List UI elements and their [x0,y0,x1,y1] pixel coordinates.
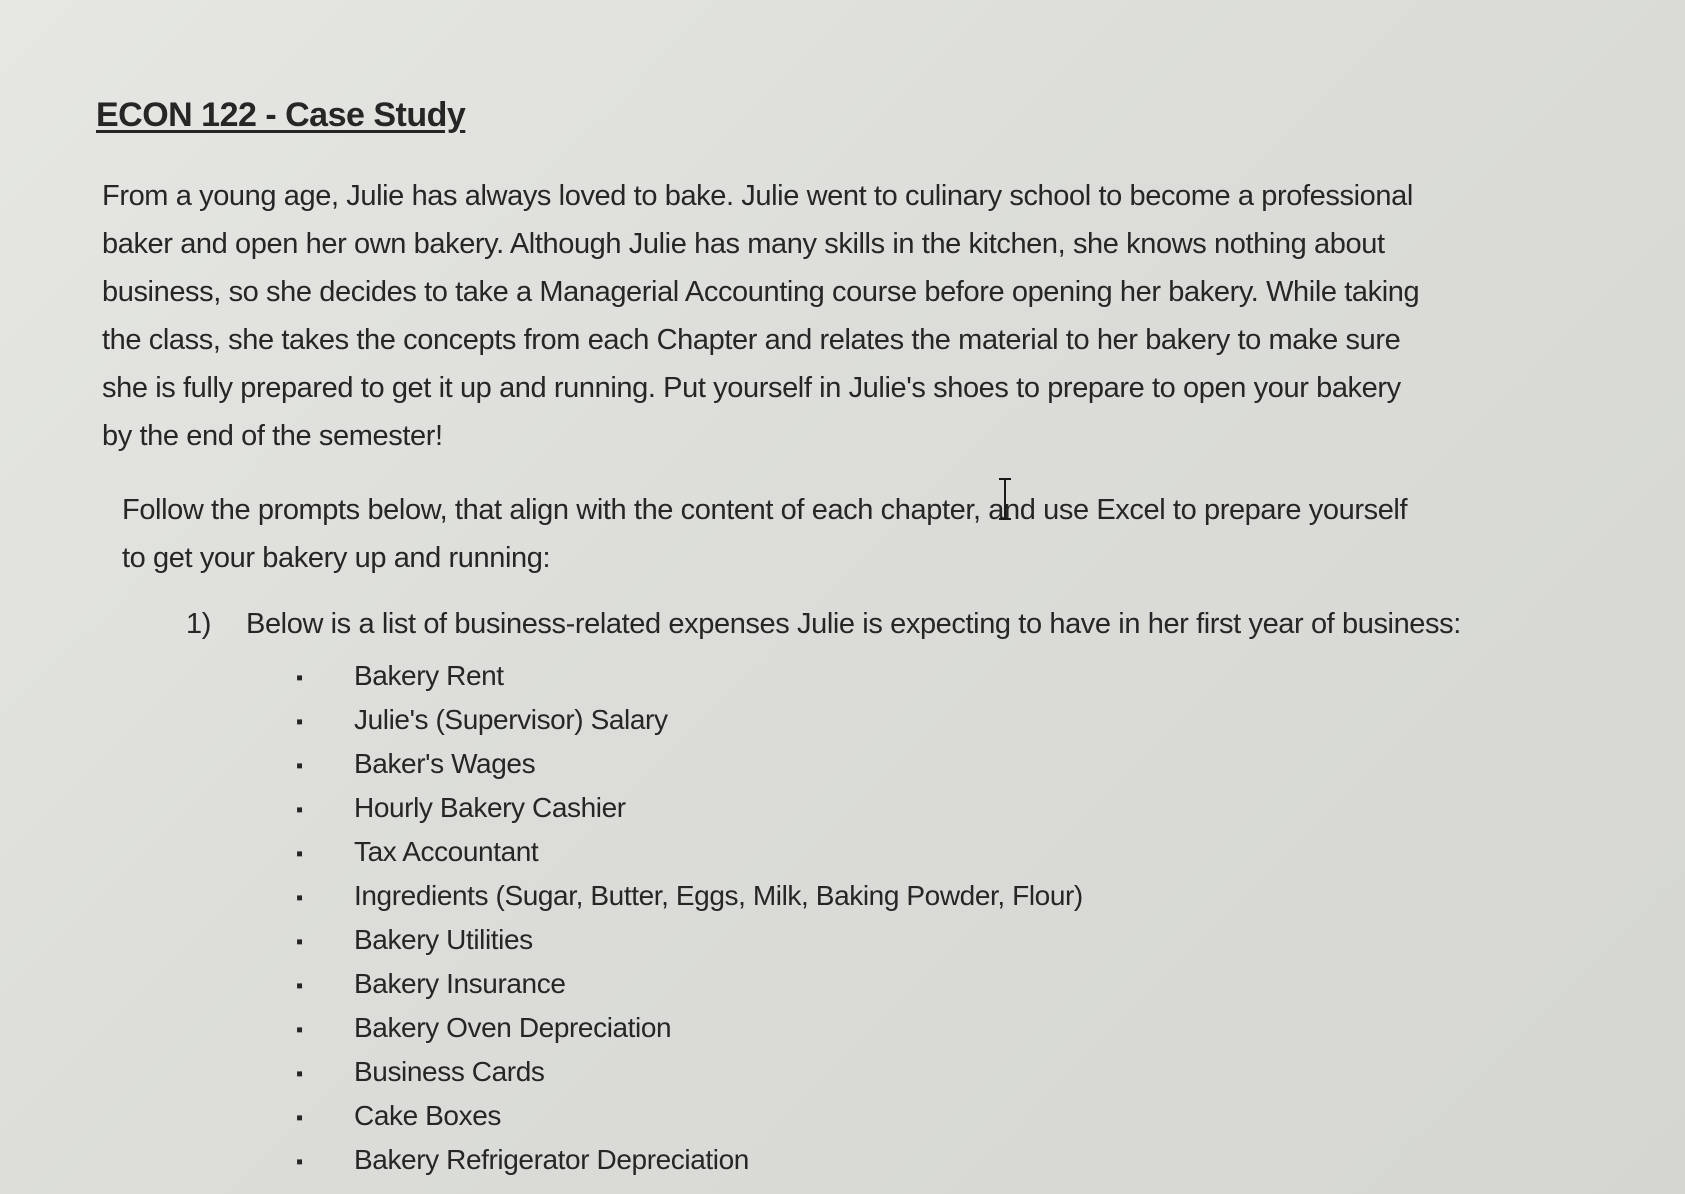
list-item [296,786,1083,830]
list-item [296,698,1083,742]
list-item-label: Bakery Rent [354,660,504,691]
list-item-label: Bakery Refrigerator Depreciation [354,1144,749,1175]
i-beam-cursor-icon [998,478,1012,520]
intro-line: From a young age, Julie has always loved to bake. Julie went to culinary school to become a professional [102,180,1413,212]
list-item-label: Tax Accountant [354,836,539,867]
list-item-label: Cake Boxes [354,1100,501,1131]
intro-paragraph [102,172,1419,460]
bullet-icon: ▪ [296,1106,303,1129]
bullet-icon: ▪ [296,886,303,909]
prompt-paragraph [122,486,1407,582]
list-item [296,1050,1083,1094]
list-item-label: Julie's (Supervisor) Salary [354,704,668,735]
bullet-icon: ▪ [296,842,303,865]
intro-line: business, so she decides to take a Managerial Accounting course before opening her bakery. While taking [102,276,1420,308]
bullet-icon: ▪ [296,930,303,953]
bullet-icon: ▪ [296,754,303,777]
list-item [296,918,1083,962]
bullet-icon: ▪ [296,1062,303,1085]
list-item-label: Ingredients (Sugar, Butter, Eggs, Milk, Baking Powder, Flour) [354,880,1083,911]
bullet-icon: ▪ [296,1150,303,1173]
document-title: ECON 122 - Case Study [96,96,466,134]
prompt-line: to get your bakery up and running: [122,542,551,574]
list-item [296,654,1083,698]
list-item-label: Bakery Insurance [354,968,566,999]
bullet-icon: ▪ [296,666,303,689]
list-item [296,1006,1083,1050]
list-item [296,962,1083,1006]
bullet-icon: ▪ [296,710,303,733]
intro-line: baker and open her own bakery. Although Julie has many skills in the kitchen, she knows nothing about [102,228,1385,260]
expense-list [296,654,1083,1182]
bullet-icon: ▪ [296,974,303,997]
intro-line: she is fully prepared to get it up and running. Put yourself in Julie's shoes to prepare to open your bakery [102,372,1401,404]
list-item-label: Bakery Utilities [354,924,533,955]
list-item [296,1094,1083,1138]
list-item [296,830,1083,874]
list-item [296,874,1083,918]
bullet-icon: ▪ [296,1018,303,1041]
question-number: 1) [186,608,211,640]
question-1 [186,608,1461,641]
prompt-line: Follow the prompts below, that align with the content of each chapter, and use Excel to prepare yourself [122,494,1408,526]
list-item [296,1138,1083,1182]
intro-line: by the end of the semester! [102,420,443,452]
list-item-label: Business Cards [354,1056,545,1087]
question-text: Below is a list of business-related expenses Julie is expecting to have in her first year of business: [246,608,1461,640]
list-item-label: Hourly Bakery Cashier [354,792,626,823]
list-item-label: Baker's Wages [354,748,536,779]
intro-line: the class, she takes the concepts from each Chapter and relates the material to her bakery to make sure [102,324,1401,356]
list-item-label: Bakery Oven Depreciation [354,1012,672,1043]
list-item [296,742,1083,786]
bullet-icon: ▪ [296,798,303,821]
